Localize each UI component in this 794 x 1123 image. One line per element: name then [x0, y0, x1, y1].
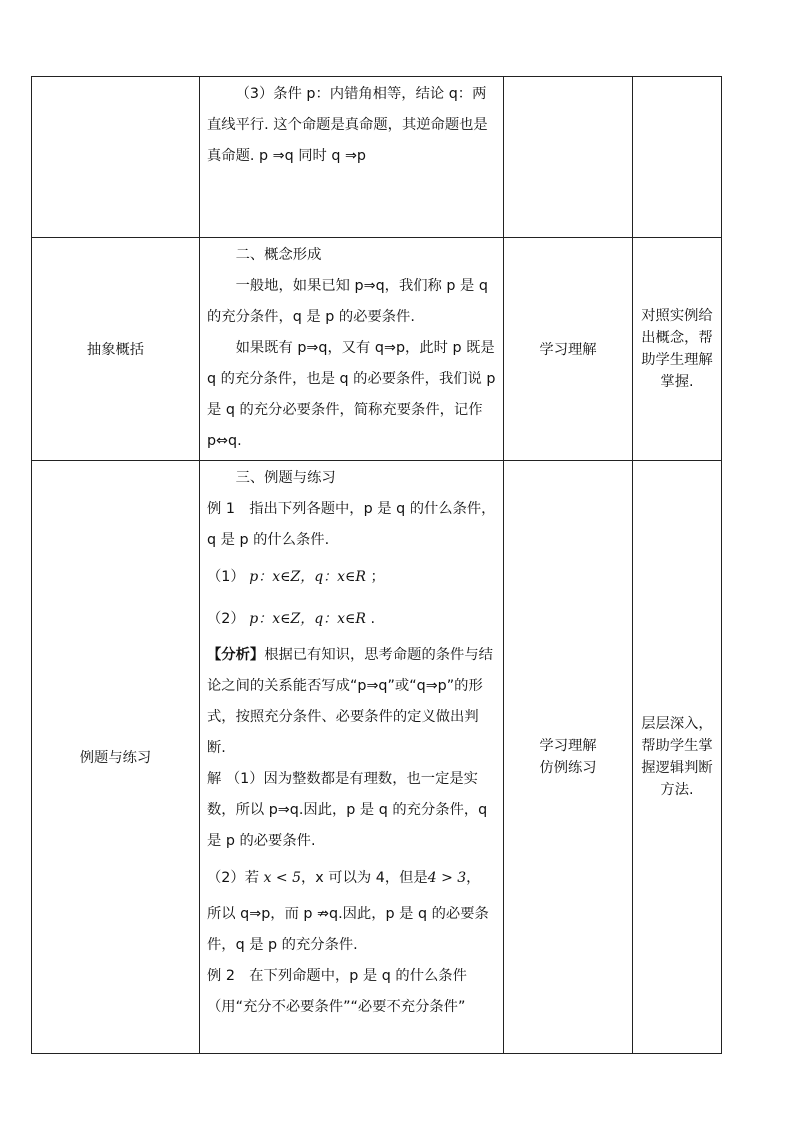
section-heading: 三、例题与练习 [235, 470, 336, 486]
math-expression: p：x∈Z，q：x∈R [249, 569, 366, 585]
activity-cell [504, 461, 633, 1054]
item-tail: ； [370, 569, 385, 585]
intent-text: 层层深入，帮助学生掌握逻辑判断方法. [641, 716, 713, 798]
content-cell [200, 77, 504, 238]
stage-cell: 例题与练习 [32, 461, 200, 1054]
content-cell [200, 238, 504, 461]
table-row [32, 238, 722, 461]
activity-line: 学习理解 [539, 738, 597, 754]
analysis-label: 【分析】 [207, 647, 265, 663]
content-cell [200, 461, 504, 1054]
intent-cell [633, 77, 722, 238]
activity-cell [504, 77, 633, 238]
math-expression: 4 > 3 [427, 870, 467, 886]
lesson-plan-table [31, 76, 722, 1054]
stage-cell [32, 77, 200, 238]
analysis-paragraph [207, 640, 497, 764]
intent-text: 对照实例给出概念，帮助学生理解掌握. [641, 308, 713, 390]
item-number: （1） [207, 569, 245, 585]
stage-cell: 抽象概括 [32, 238, 200, 461]
example-1-item-2 [207, 598, 497, 640]
analysis-text: 根据已有知识，思考命题的条件与结论之间的关系能否写成“p⇒q”或“q⇒p”的形式，按照充分条件、必要条件的定义做出判断. [207, 647, 493, 756]
section-heading: 二、概念形成 [235, 247, 322, 263]
activity-line: 仿例练习 [539, 760, 597, 776]
solution-2-line [207, 857, 497, 899]
solution-1-text: 解 （1）因为整数都是有理数，也一定是实数，所以 p⇒q.因此，p 是 q 的充分条件，q 是 p 的必要条件. [207, 771, 488, 849]
solution-2-post: ， [466, 870, 481, 886]
solution-2-mid: ，x 可以为 4，但是 [300, 870, 428, 886]
item-tail: . [370, 611, 376, 627]
solution-2-pre: （2）若 [207, 870, 259, 886]
solution-2-rest: 所以 q⇒p，而 p ⇏q.因此，p 是 q 的必要条件，q 是 p 的充分条件. [207, 906, 489, 953]
example-1-text: 例 1 指出下列各题中，p 是 q 的什么条件，q 是 p 的什么条件. [207, 501, 496, 548]
math-expression: p：x∈Z，q：x∈R [249, 611, 366, 627]
item-number: （2） [207, 611, 245, 627]
condition-3-text: （3）条件 p：内错角相等，结论 q：两直线平行. 这个命题是真命题，其逆命题也是真命题. p ⇒q 同时 q ⇒p [207, 86, 488, 164]
math-expression: x < 5 [263, 870, 301, 886]
intent-cell [633, 238, 722, 461]
table-row [32, 77, 722, 238]
intent-cell [633, 461, 722, 1054]
activity-text [504, 735, 632, 779]
concept-paragraph: 一般地，如果已知 p⇒q，我们称 p 是 q 的充分条件，q 是 p 的必要条件. [207, 278, 488, 325]
table-row [32, 461, 722, 1054]
concept-paragraph: 如果既有 p⇒q，又有 q⇒p，此时 p 既是 q 的充分条件，也是 q 的必要条件，我们说 p 是 q 的充分必要条件，简称充要条件，记作 p⇔q. [207, 340, 496, 449]
activity-cell: 学习理解 [504, 238, 633, 461]
example-2-text: 例 2 在下列命题中，p 是 q 的什么条件（用“充分不必要条件”“必要不充分条件” [207, 968, 467, 1015]
example-1-item-1 [207, 556, 497, 598]
